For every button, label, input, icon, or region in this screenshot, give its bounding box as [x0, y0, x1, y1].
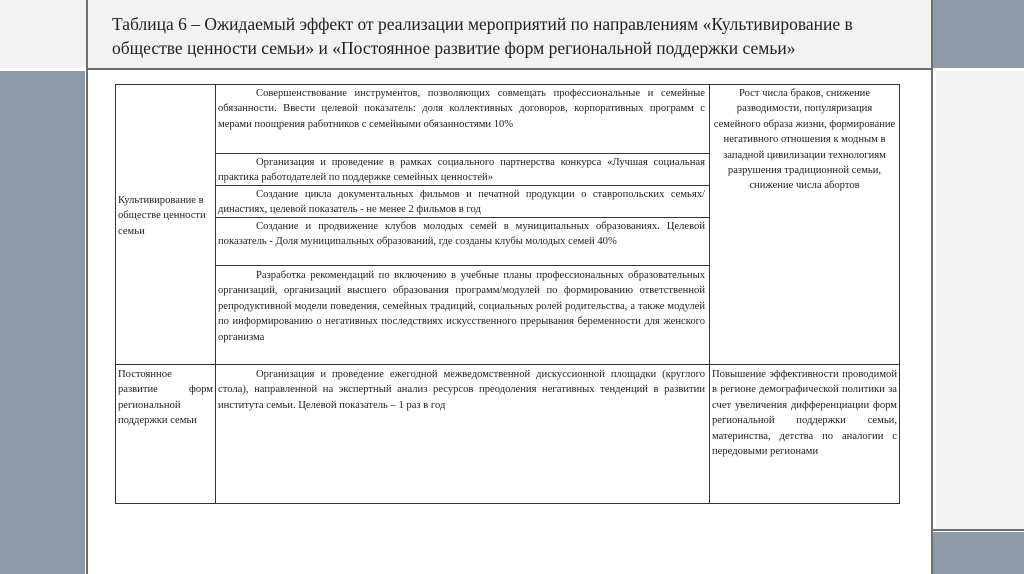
right-bottom-divider [931, 529, 1024, 531]
expected-effect-table [115, 84, 900, 504]
right-sidebar-bottom [933, 532, 1024, 574]
title-underline [88, 68, 931, 70]
measure-cell: Создание и продвижение клубов молодых семей в муниципальных образованиях. Целевой показатель - Доля муниципальных образований, где созданы клубы молодых семей 40% [218, 221, 705, 248]
measure-cell: Создание цикла документальных фильмов и печатной продукции о ставропольских семьях/династиях, целевой показатель - не менее 2 фильмов в год [218, 189, 705, 216]
table-row-divider-section [116, 364, 899, 365]
table-column-divider-2 [709, 85, 710, 503]
direction-cell: Постоянное развитие форм региональной поддержки семьи [118, 369, 213, 427]
page-title: Таблица 6 – Ожидаемый эффект от реализации мероприятий по направлениям «Культивирование в обществе ценности семьи» и «Постоянное развитие форм региональной поддержки семьи» [112, 14, 853, 58]
left-margin-top [0, 0, 88, 68]
effect-cell: Рост числа браков, снижение разводимости, популяризация семейного образа жизни, формирование негативного отношения к модным в западной цивилизации технологиям разрушения традиционной семьи, снижение числа абортов [713, 88, 896, 192]
right-sidebar-top [933, 0, 1024, 68]
left-divider-line [86, 0, 88, 574]
left-sidebar-block [0, 71, 85, 574]
direction-cell: Культивирование в обществе ценности семьи [118, 195, 206, 237]
measure-cell: Совершенствование инструментов, позволяющих совмещать профессиональные и семейные обязанности. Ввести целевой показатель: доля коллективных договоров, корпоративных программ с мерами поощрения работников с семейными обязанностями 10% [218, 88, 705, 130]
right-divider-line [931, 0, 933, 574]
table-column-divider-1 [215, 85, 216, 503]
right-sidebar-middle [936, 71, 1024, 529]
measure-cell: Организация и проведение ежегодной межведомственной дискуссионной площадки (круглого стола), направленной на экспертный анализ ресурсов преодоления негативных тенденций в развитии института семьи. Целевой показатель – 1 раз в год [218, 369, 705, 411]
measure-cell: Разработка рекомендаций по включению в учебные планы профессиональных образовательных организаций, организаций высшего образования программ/модулей по формированию ответственной репродуктивной модели поведения, семейных традиций, социальных ролей родительства, а также модулей по информированию о негативных последствиях искусственного прерывания беременности для женского организма [218, 270, 705, 343]
effect-cell: Повышение эффективности проводимой в регионе демографической политики за счет увеличения дифференциации форм региональной поддержки семьи, материнства, детства по аналогии с передовыми регионами [712, 369, 897, 458]
table-row-divider-measure-1 [215, 153, 709, 154]
table-row-divider-measure-4 [215, 265, 709, 266]
measure-cell: Организация и проведение в рамках социального партнерства конкурса «Лучшая социальная практика работодателей по поддержке семейных ценностей» [218, 157, 705, 184]
